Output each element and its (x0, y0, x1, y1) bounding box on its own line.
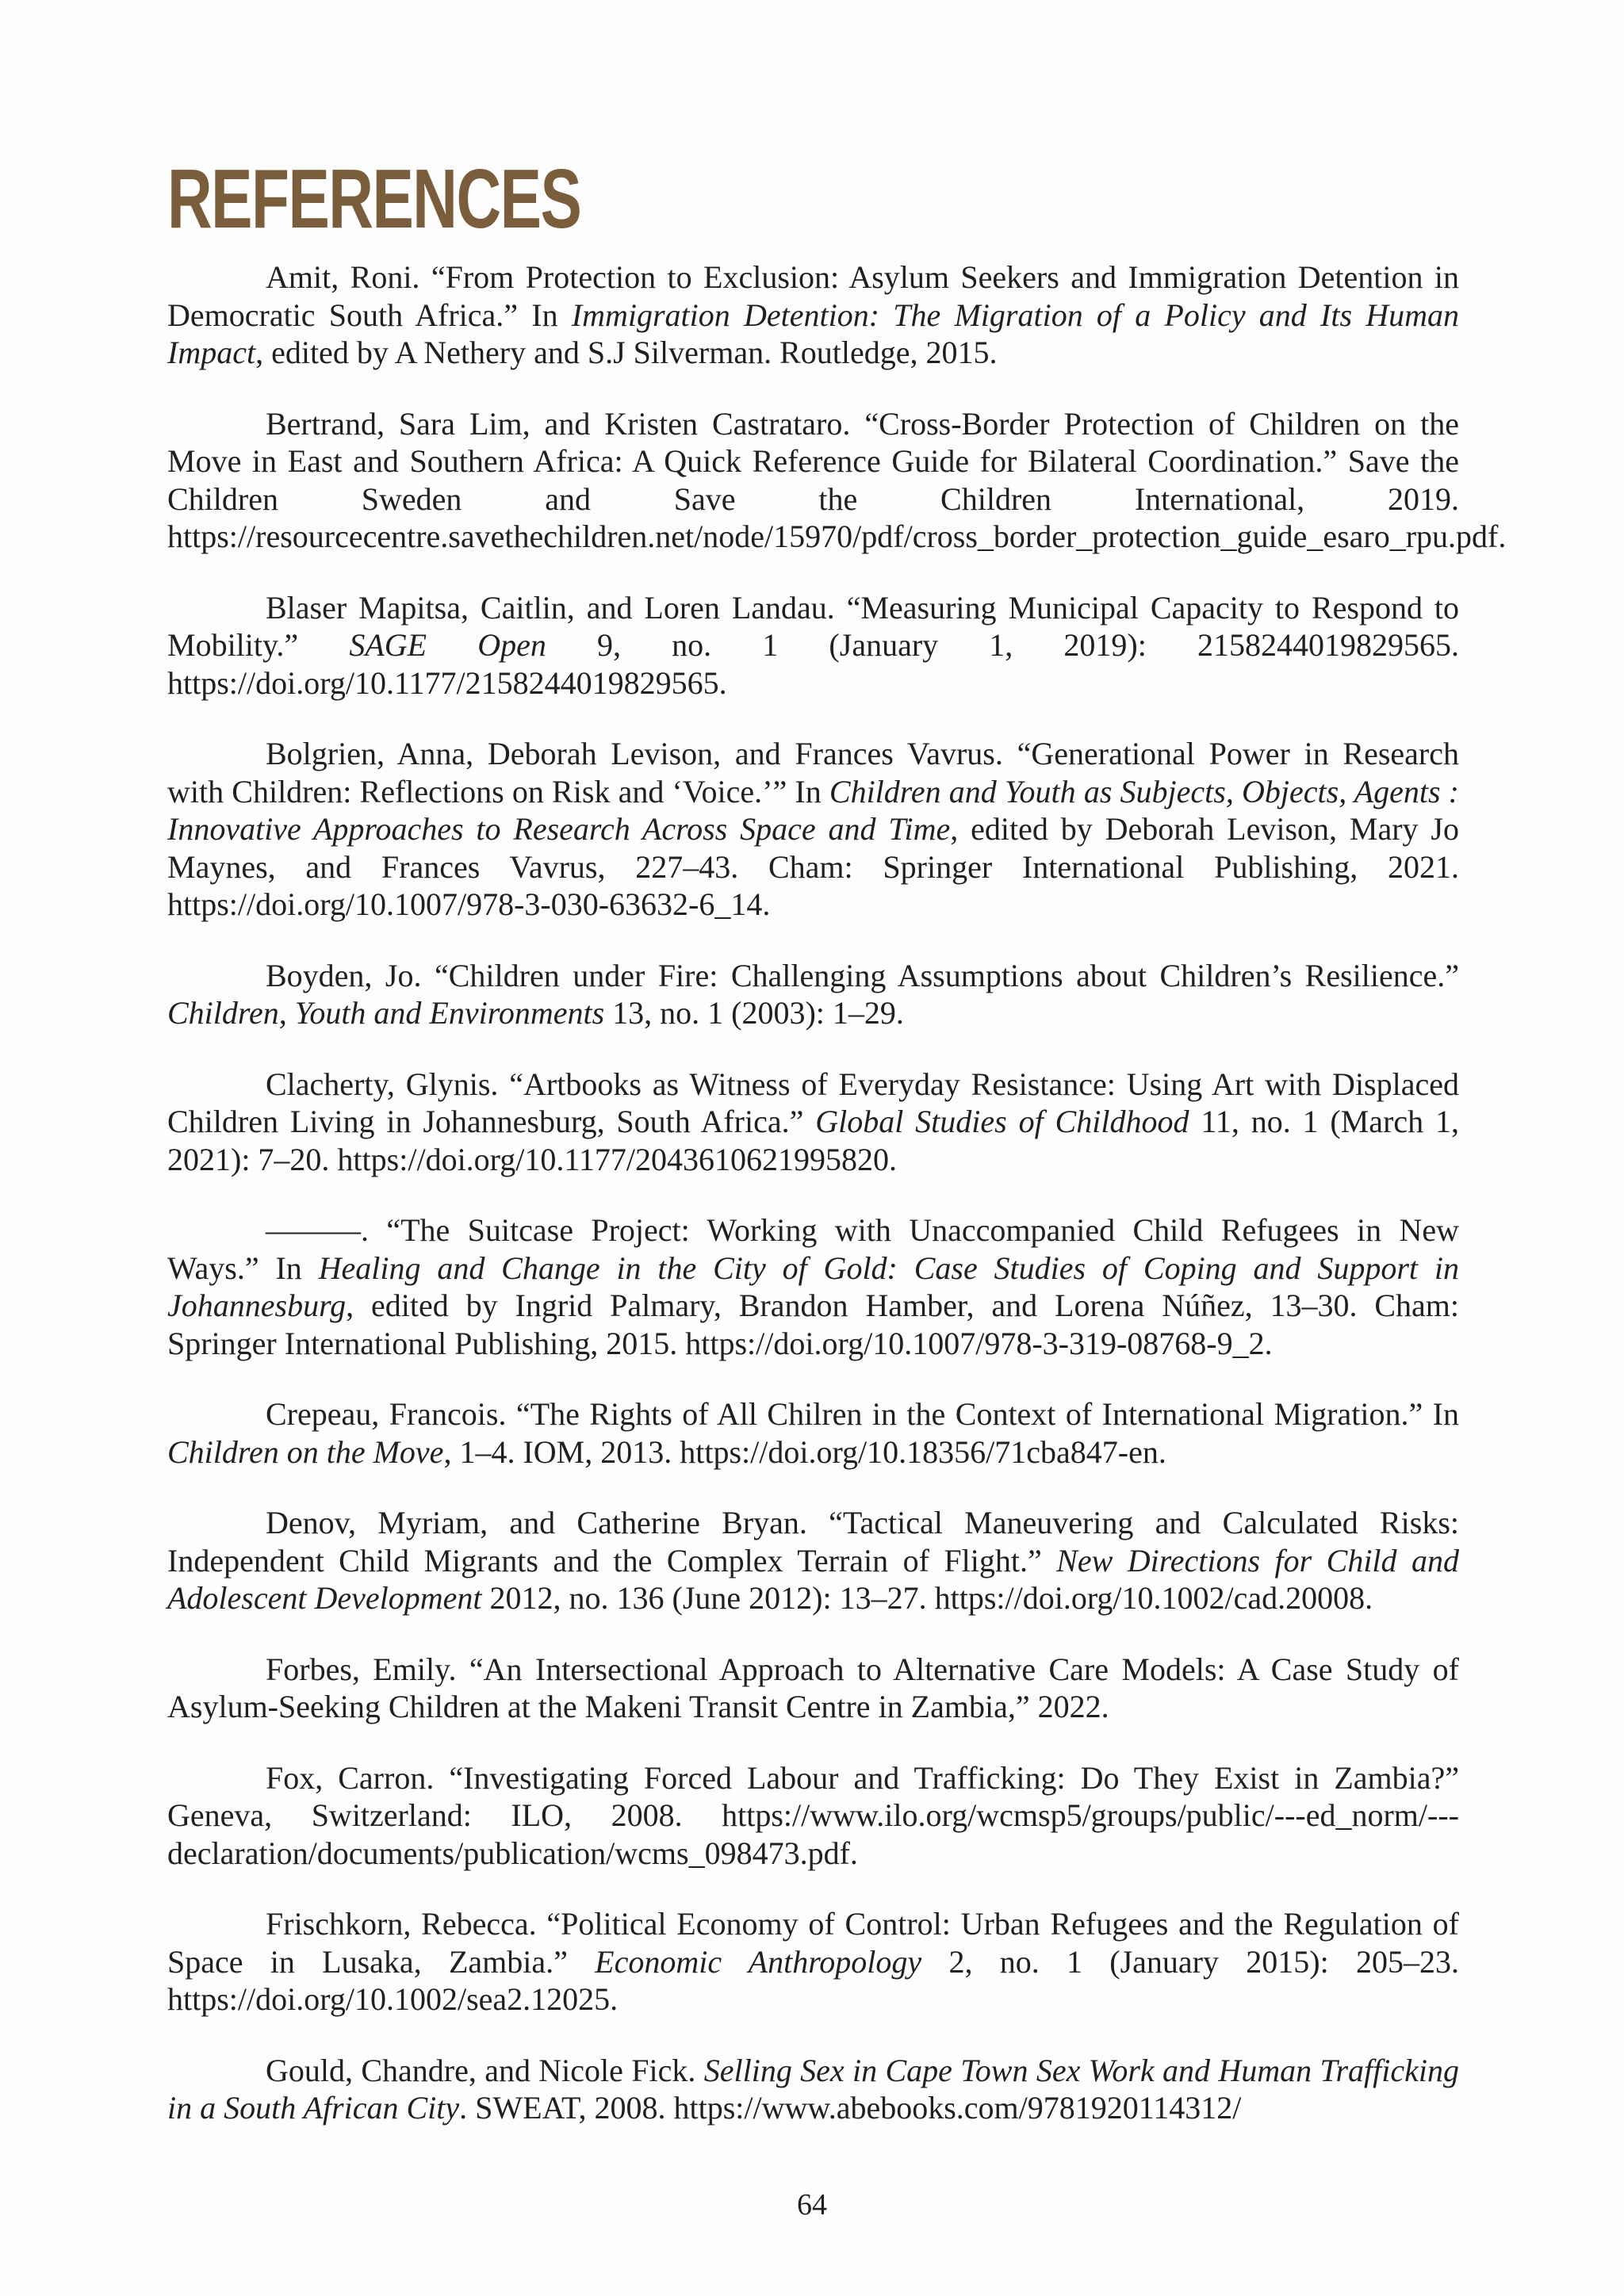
reference-entry: Blaser Mapitsa, Caitlin, and Loren Landau. “Measuring Municipal Capacity to Respond to Mobility.” SAGE Open 9, no. 1 (January 1, 2019): 2158244019829565. https://doi.org/10.1177/2158244019829565. (167, 589, 1459, 701)
page-number: 64 (797, 2188, 827, 2221)
reference-entry: ———. “The Suitcase Project: Working with Unaccompanied Child Refugees in New Ways.” In Healing and Change in the City of Gold: Case Studies of Coping and Support in Johannesburg, edited by Ingrid Palmary, Brandon Hamber, and Lorena Núñez, 13–30. Cham: Springer International Publishing, 2015. https://doi.org/10.1007/978-3-319-08768-9_2. (167, 1212, 1459, 1361)
reference-entry: Bertrand, Sara Lim, and Kristen Castrataro. “Cross-Border Protection of Children on the Move in East and Southern Africa: A Quick Reference Guide for Bilateral Coordination.” Save the Children Sweden and Save the Children International, 2019. https://resourcecentre.savethechildren.net/node/15970/pdf/cross_border_protection_guide_esaro_rpu.pdf. (167, 405, 1507, 554)
reference-entry: Frischkorn, Rebecca. “Political Economy of Control: Urban Refugees and the Regulation of Space in Lusaka, Zambia.” Economic Anthropology 2, no. 1 (January 2015): 205–23. https://doi.org/10.1002/sea2.12025. (167, 1906, 1459, 2017)
reference-entry: Crepeau, Francois. “The Rights of All Chilren in the Context of International Migration.” In Children on the Move, 1–4. IOM, 2013. https://doi.org/10.18356/71cba847-en. (167, 1396, 1459, 1470)
reference-entry: Bolgrien, Anna, Deborah Levison, and Frances Vavrus. “Generational Power in Research with Children: Reflections on Risk and ‘Voice.’” In Children and Youth as Subjects, Objects, Agents : Innovative Approaches to Research Across Space and Time, edited by Deborah Levison, Mary Jo Maynes, and Frances Vavrus, 227–43. Cham: Springer International Publishing, 2021. https://doi.org/10.1007/978-3-030-63632-6_14. (167, 736, 1459, 922)
reference-entry: Amit, Roni. “From Protection to Exclusion: Asylum Seekers and Immigration Detention in Democratic South Africa.” In Immigration Detention: The Migration of a Policy and Its Human Impact, edited by A Nethery and S.J Silverman. Routledge, 2015. (167, 259, 1459, 370)
reference-entry: Fox, Carron. “Investigating Forced Labour and Trafficking: Do They Exist in Zambia?” Geneva, Switzerland: ILO, 2008. https://www.ilo.org/wcmsp5/groups/public/---ed_norm/---declaration/documents/publication/wcms_098473.pdf. (167, 1759, 1459, 1871)
reference-entry: Boyden, Jo. “Children under Fire: Challenging Assumptions about Children’s Resilience.” Children, Youth and Environments 13, no. 1 (2003): 1–29. (167, 957, 1459, 1031)
reference-entry: Clacherty, Glynis. “Artbooks as Witness of Everyday Resistance: Using Art with Displaced Children Living in Johannesburg, South Africa.” Global Studies of Childhood 11, no. 1 (March 1, 2021): 7–20. https://doi.org/10.1177/2043610621995820. (167, 1066, 1459, 1177)
reference-entry: Gould, Chandre, and Nicole Fick. Selling Sex in Cape Town Sex Work and Human Trafficking in a South African City. SWEAT, 2008. https://www.abebooks.com/9781920114312/ (167, 2052, 1460, 2126)
reference-entry: Forbes, Emily. “An Intersectional Approach to Alternative Care Models: A Case Study of Asylum-Seeking Children at the Makeni Transit Centre in Zambia,” 2022. (167, 1651, 1459, 1724)
reference-entry: Denov, Myriam, and Catherine Bryan. “Tactical Maneuvering and Calculated Risks: Independent Child Migrants and the Complex Terrain of Flight.” New Directions for Child and Adolescent Development 2012, no. 136 (June 2012): 13–27. https://doi.org/10.1002/cad.20008. (167, 1505, 1459, 1616)
reference-list (167, 258, 1507, 2160)
page-heading: REFERENCES (167, 152, 581, 246)
